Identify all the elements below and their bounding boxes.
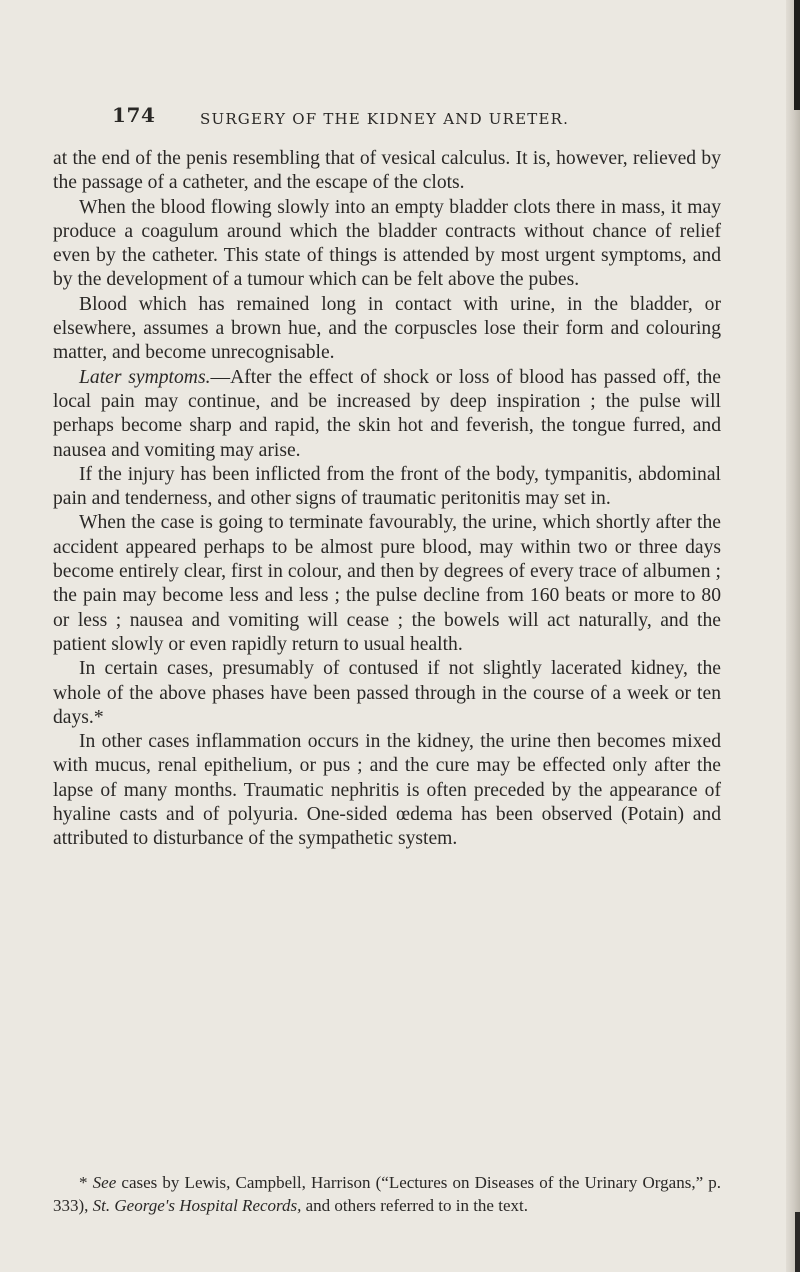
paragraph: When the case is going to terminate favourably, the urine, which shortly after the accident appeared perhaps to be almost pure blood, may within two or three days become entirely clear, first in colour, and then by degrees of every trace of albumen ; the pain may become less and less ; the pulse decline from 160 beats or more to 80 or less ; nausea and vomiting will cease ; the bowels will act naturally, and the patient slowly or even rapidly return to usual health.	[53, 512, 721, 655]
footnote	[53, 1171, 721, 1217]
page-header	[112, 103, 170, 127]
footnote-text-end: and others referred to in the text.	[301, 1196, 528, 1215]
footnote-text: cases by Lewis, Campbell, Harrison (“Lectures on Diseases of the Urinary Organs,” p. 333),	[53, 1173, 722, 1215]
page-edge	[786, 0, 800, 1272]
paragraph: If the injury has been inflicted from the front of the body, tympanitis, abdominal pain and tenderness, and other signs of traumatic peritonitis may set in.	[53, 463, 721, 510]
section-heading: Later symptoms.	[79, 366, 211, 388]
paragraph-text: —After the effect of shock or loss of blood has passed off, the local pain may continue, and be increased by deep inspiration ; the pulse will perhaps become sharp and rapid, the skin hot and feverish, the tongue furred, and nausea and vomiting may arise.	[53, 366, 721, 461]
paragraph: In other cases inflammation occurs in the kidney, the urine then becomes mixed with mucus, renal epithelium, or pus ; and the cure may be effected only after the lapse of many months. Traumatic nephritis is often preceded by the appearance of hyaline casts and of polyuria. One-sided œdema has been observed (Potain) and attributed to disturbance of the sympathetic system.	[53, 731, 721, 850]
page-edge-shadow-bottom	[795, 1212, 800, 1272]
page-edge-shadow-top	[794, 0, 800, 110]
paragraph: Blood which has remained long in contact with urine, in the bladder, or elsewhere, assumes a brown hue, and the corpuscles lose their form and colouring matter, and become unrecognisable.	[53, 293, 721, 364]
paragraph: at the end of the penis resembling that of vesical calculus. It is, however, relieved by the passage of a catheter, and the escape of the clots.	[53, 148, 721, 194]
running-title: SURGERY OF THE KIDNEY AND URETER.	[200, 110, 570, 128]
body-text	[53, 147, 721, 852]
paragraph-later-symptoms	[53, 366, 721, 463]
page-number: 174	[112, 103, 156, 127]
paragraph: In certain cases, presumably of contused if not slightly lacerated kidney, the whole of the above phases have been passed through in the course of a week or ten days.*	[53, 658, 721, 728]
footnote-citation: St. George's Hospital Records,	[92, 1196, 302, 1215]
footnote-see: See	[92, 1173, 117, 1192]
paragraph: When the blood flowing slowly into an empty bladder clots there in mass, it may produce a coagulum around which the bladder contracts without chance of relief even by the catheter. This state of things is attended by most urgent symptoms, and by the development of a tumour which can be felt above the pubes.	[53, 196, 721, 291]
footnote-marker: *	[79, 1173, 93, 1192]
